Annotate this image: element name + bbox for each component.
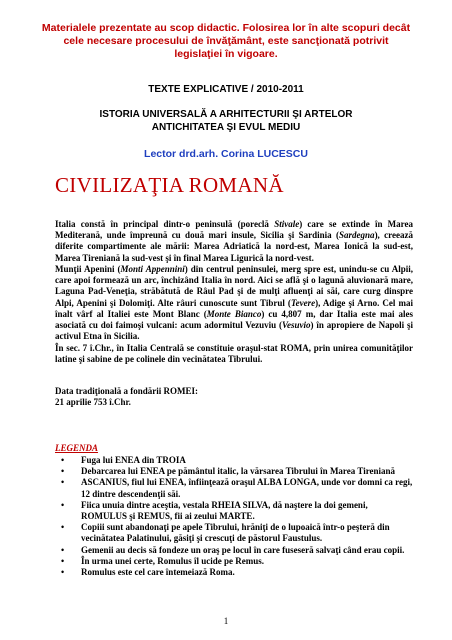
legend-heading: LEGENDA — [55, 443, 99, 453]
legend-item: • Fiica unuia dintre aceştia, vestala RHEIA SILVA, dă naştere la doi gemeni, ROMULUS şi REMUS, fii ai zeului MARTE. — [61, 499, 368, 522]
legend-item: • În urma unei certe, Romulus îl ucide pe Remus. — [61, 555, 264, 566]
paragraph-relief: Munţii Apenini (Monti Appennini) din centrul peninsulei, merg spre est, unindu-se cu Alpii, care apoi formează un arc, închizând Italia în nord. Aici se află şi o lagună aluvionară mare, Laguna Pad-Veneţia, străbătută de Râul Pad şi de mulţi afluenţi ai săi, care curg dinspre Alpi, Apenini şi Dolomiţi. Alte râuri cunoscute sunt Tibrul (Tevere), Adige şi Arno. Cel mai înalt vârf al Italiei este Mont Blanc (Monte Bianco) cu 4,807 m, dar Italia este mai ales asociată cu doi faimoşi vulcani: acum adormitul Vezuviu (Vesuvio) în apropiere de Napoli şi activul Etna în Sicilia. — [55, 264, 413, 342]
legend-item: • Fuga lui ENEA din TROIA — [61, 455, 186, 465]
course-title-line-2: ANTICHITATEA ŞI EVUL MEDIU — [151, 122, 301, 133]
legend-list — [55, 455, 413, 578]
texts-year-line: TEXTE EXPLICATIVE / 2010-2011 — [148, 84, 304, 95]
paragraph-rome-origin: În sec. 7 î.Chr., în Italia Centrală se constituie oraşul-stat ROMA, prin unirea comunităţilor latine şi sabine de pe colinele din vecinătatea Tibrului. — [55, 343, 413, 365]
founding-date: 21 aprilie 753 î.Chr. — [55, 397, 131, 408]
legend-item: • Romulus este cel care întemeiază Roma. — [61, 567, 235, 578]
legend-item: • ASCANIUS, fiul lui ENEA, înfiinţează oraşul ALBA LONGA, unde vor domni ca regi, 12 dintre descendenţii săi. — [61, 477, 413, 499]
founding-label: Data tradiţională a fondării ROMEI: — [55, 386, 198, 396]
legend-item: • Copiii sunt abandonaţi pe apele Tibrului, hrăniţi de o lupoaică într-o peşteră din vecinătatea Palatinului, găsiţi şi crescuţi de păstorul Faustulus. — [61, 522, 390, 544]
page-number: 1 — [223, 616, 229, 626]
legend-item: • Debarcarea lui ENEA pe pământul italic, la vărsarea Tibrului în Marea Tireniană — [61, 466, 396, 477]
legend-item: • Gemenii au decis să fondeze un oraş pe locul în care fuseseră salvaţi când erau copii. — [61, 544, 405, 555]
paragraph-geography: Italia constă în principal dintr-o peninsulă (poreclă Stivale) care se extinde în Marea Mediterană, unde împreună cu două mari insule, Sicilia şi Sardinia (Sardegna), creează diferite compartimente ale mării: Marea Adriatică la nord-est, Marea Ionică la sud-est, Marea Tireniană la sud-vest şi în final Marea Ligurică la nord-vest. — [55, 219, 414, 263]
founding-date-block — [55, 386, 413, 408]
author-line: Lector drd.arh. Corina LUCESCU — [144, 148, 308, 160]
page-title: CIVILIZAŢIA ROMANĂ — [55, 173, 284, 197]
copyright-notice: Materialele prezentate au scop didactic. Folosirea lor în alte scopuri decât cele necesare procesului de învăţământ, este sancţionată potrivit legislaţiei în vigoare. — [41, 22, 411, 60]
course-title-line-1: ISTORIA UNIVERSALĂ A ARHITECTURII ŞI ARTELOR — [99, 109, 353, 120]
